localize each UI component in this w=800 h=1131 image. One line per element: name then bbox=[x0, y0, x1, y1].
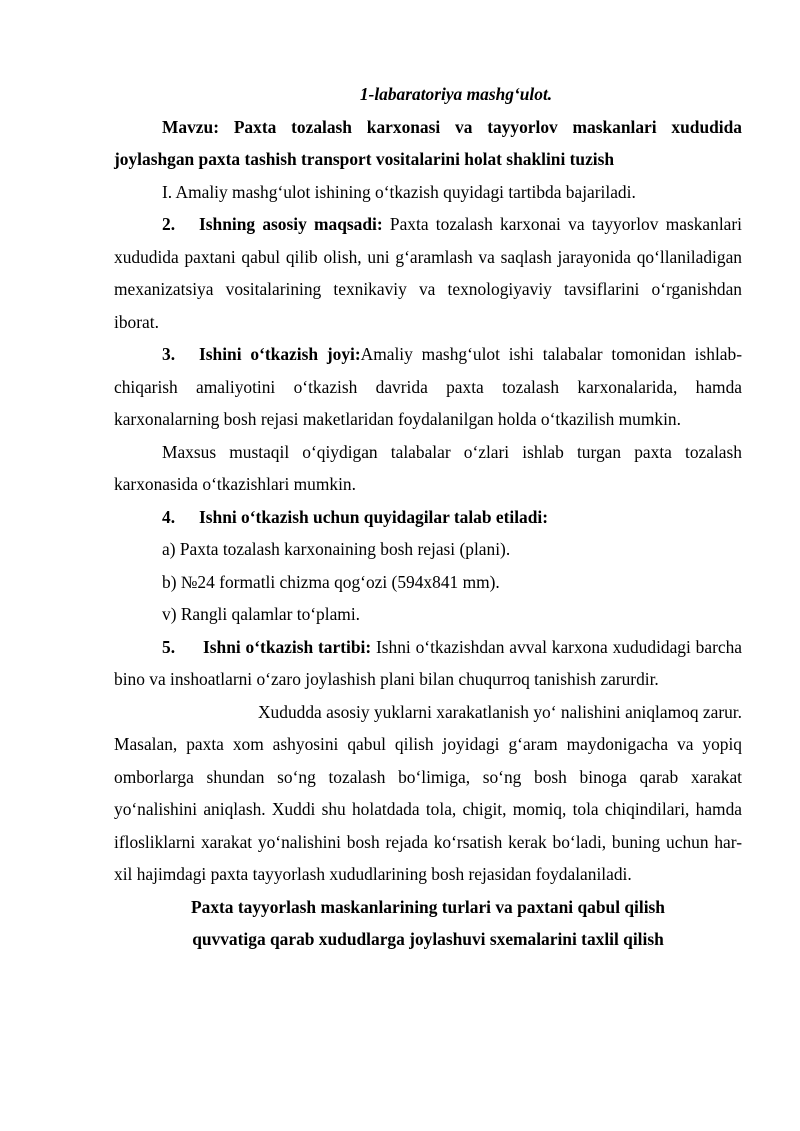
section-4-number: 4. bbox=[162, 506, 176, 527]
topic-text: Paxta tozalash karxonasi va tayyorlov maskanlari xududida joylashgan paxta tashish transport vositalarini holat shaklini tuzish bbox=[114, 116, 742, 169]
intro-paragraph: I. Amaliy mashg‘ulot ishining o‘tkazish quyidagi tartibda bajariladi. bbox=[162, 181, 636, 202]
section-3-number: 3. bbox=[162, 344, 176, 364]
section-5-text: Ishni o‘tkazishdan avval karxona xududidagi barcha bino va inshoatlarni o‘zaro joylashish plani bilan chuqurroq tanishish zarurdir. bbox=[114, 636, 743, 689]
section-4-paragraph bbox=[114, 501, 742, 534]
list-item: b) №24 formatli chizma qog‘ozi (594x841 mm). bbox=[162, 571, 500, 592]
section-5-paragraph bbox=[114, 631, 742, 696]
section-2-label: Ishning asosiy maqsadi: bbox=[199, 214, 383, 234]
section-3-extra-paragraph: Maxsus mustaqil o‘qiydigan talabalar o‘zlari ishlab turgan paxta tozalash karxonasida o‘tkazishlari mumkin. bbox=[114, 441, 742, 494]
section-4-label: Ishni o‘tkazish uchun quyidagilar talab etiladi: bbox=[199, 506, 549, 527]
section-2-number: 2. bbox=[162, 214, 176, 234]
section-5-number: 5. bbox=[162, 636, 176, 657]
section-heading-line-1: Paxta tayyorlash maskanlarining turlari va paxtani qabul qilish bbox=[191, 896, 665, 917]
list-item: v) Rangli qalamlar to‘plami. bbox=[162, 604, 361, 624]
section-3-paragraph bbox=[114, 338, 742, 436]
section-heading-line-2: quvvatiga qarab xududlarga joylashuvi sxemalarini taxlil qilish bbox=[192, 929, 664, 949]
topic-paragraph bbox=[114, 111, 742, 176]
section-2-text: Paxta tozalash karxonai va tayyorlov maskanlari xududida paxtani qabul qilib olish, uni g‘aramlash va saqlash jarayonida qo‘llaniladigan mexanizatsiya vositalarining texnikaviy va texnologiyaviy tavsiflarini o‘rganishdan iborat. bbox=[114, 214, 742, 332]
movement-paragraph: Xududda asosiy yuklarni xarakatlanish yo‘ nalishini aniqlamoq zarur. Masalan, paxta xom ashyosini qabul qilish joyidagi g‘aram maydonigacha va yopiq omborlarga shundan so‘ng tozalash bo‘limiga, so‘ng bosh binoga qarab xarakat yo‘nalishini aniqlash. Xuddi shu holatdada tola, chigit, momiq, tola chiqindilari, hamda iflosliklarni xarakat yo‘nalishini bosh rejada ko‘rsatish kerak bo‘ladi, buning uchun har-xil hajimdagi paxta tayyorlash xududlarining bosh rejasidan foydalaniladi. bbox=[114, 701, 742, 884]
lab-title: 1-labaratoriya mashg‘ulot. bbox=[359, 84, 553, 104]
topic-label: Mavzu: bbox=[162, 116, 219, 137]
section-3-text: Amaliy mashg‘ulot ishi talabalar tomonidan ishlab- chiqarish amaliyotini o‘tkazish davrida paxta tozalash karxonalarida, hamda karxonalarning bosh rejasi maketlaridan foydalanilgan holda o‘tkazilish mumkin. bbox=[114, 344, 742, 429]
document-page bbox=[114, 78, 742, 956]
list-item: a) Paxta tozalash karxonaining bosh rejasi (plani). bbox=[162, 539, 511, 559]
section-2-paragraph bbox=[114, 208, 742, 338]
section-3-label: Ishini o‘tkazish joyi: bbox=[199, 344, 361, 364]
section-5-label: Ishni o‘tkazish tartibi: bbox=[203, 636, 372, 657]
